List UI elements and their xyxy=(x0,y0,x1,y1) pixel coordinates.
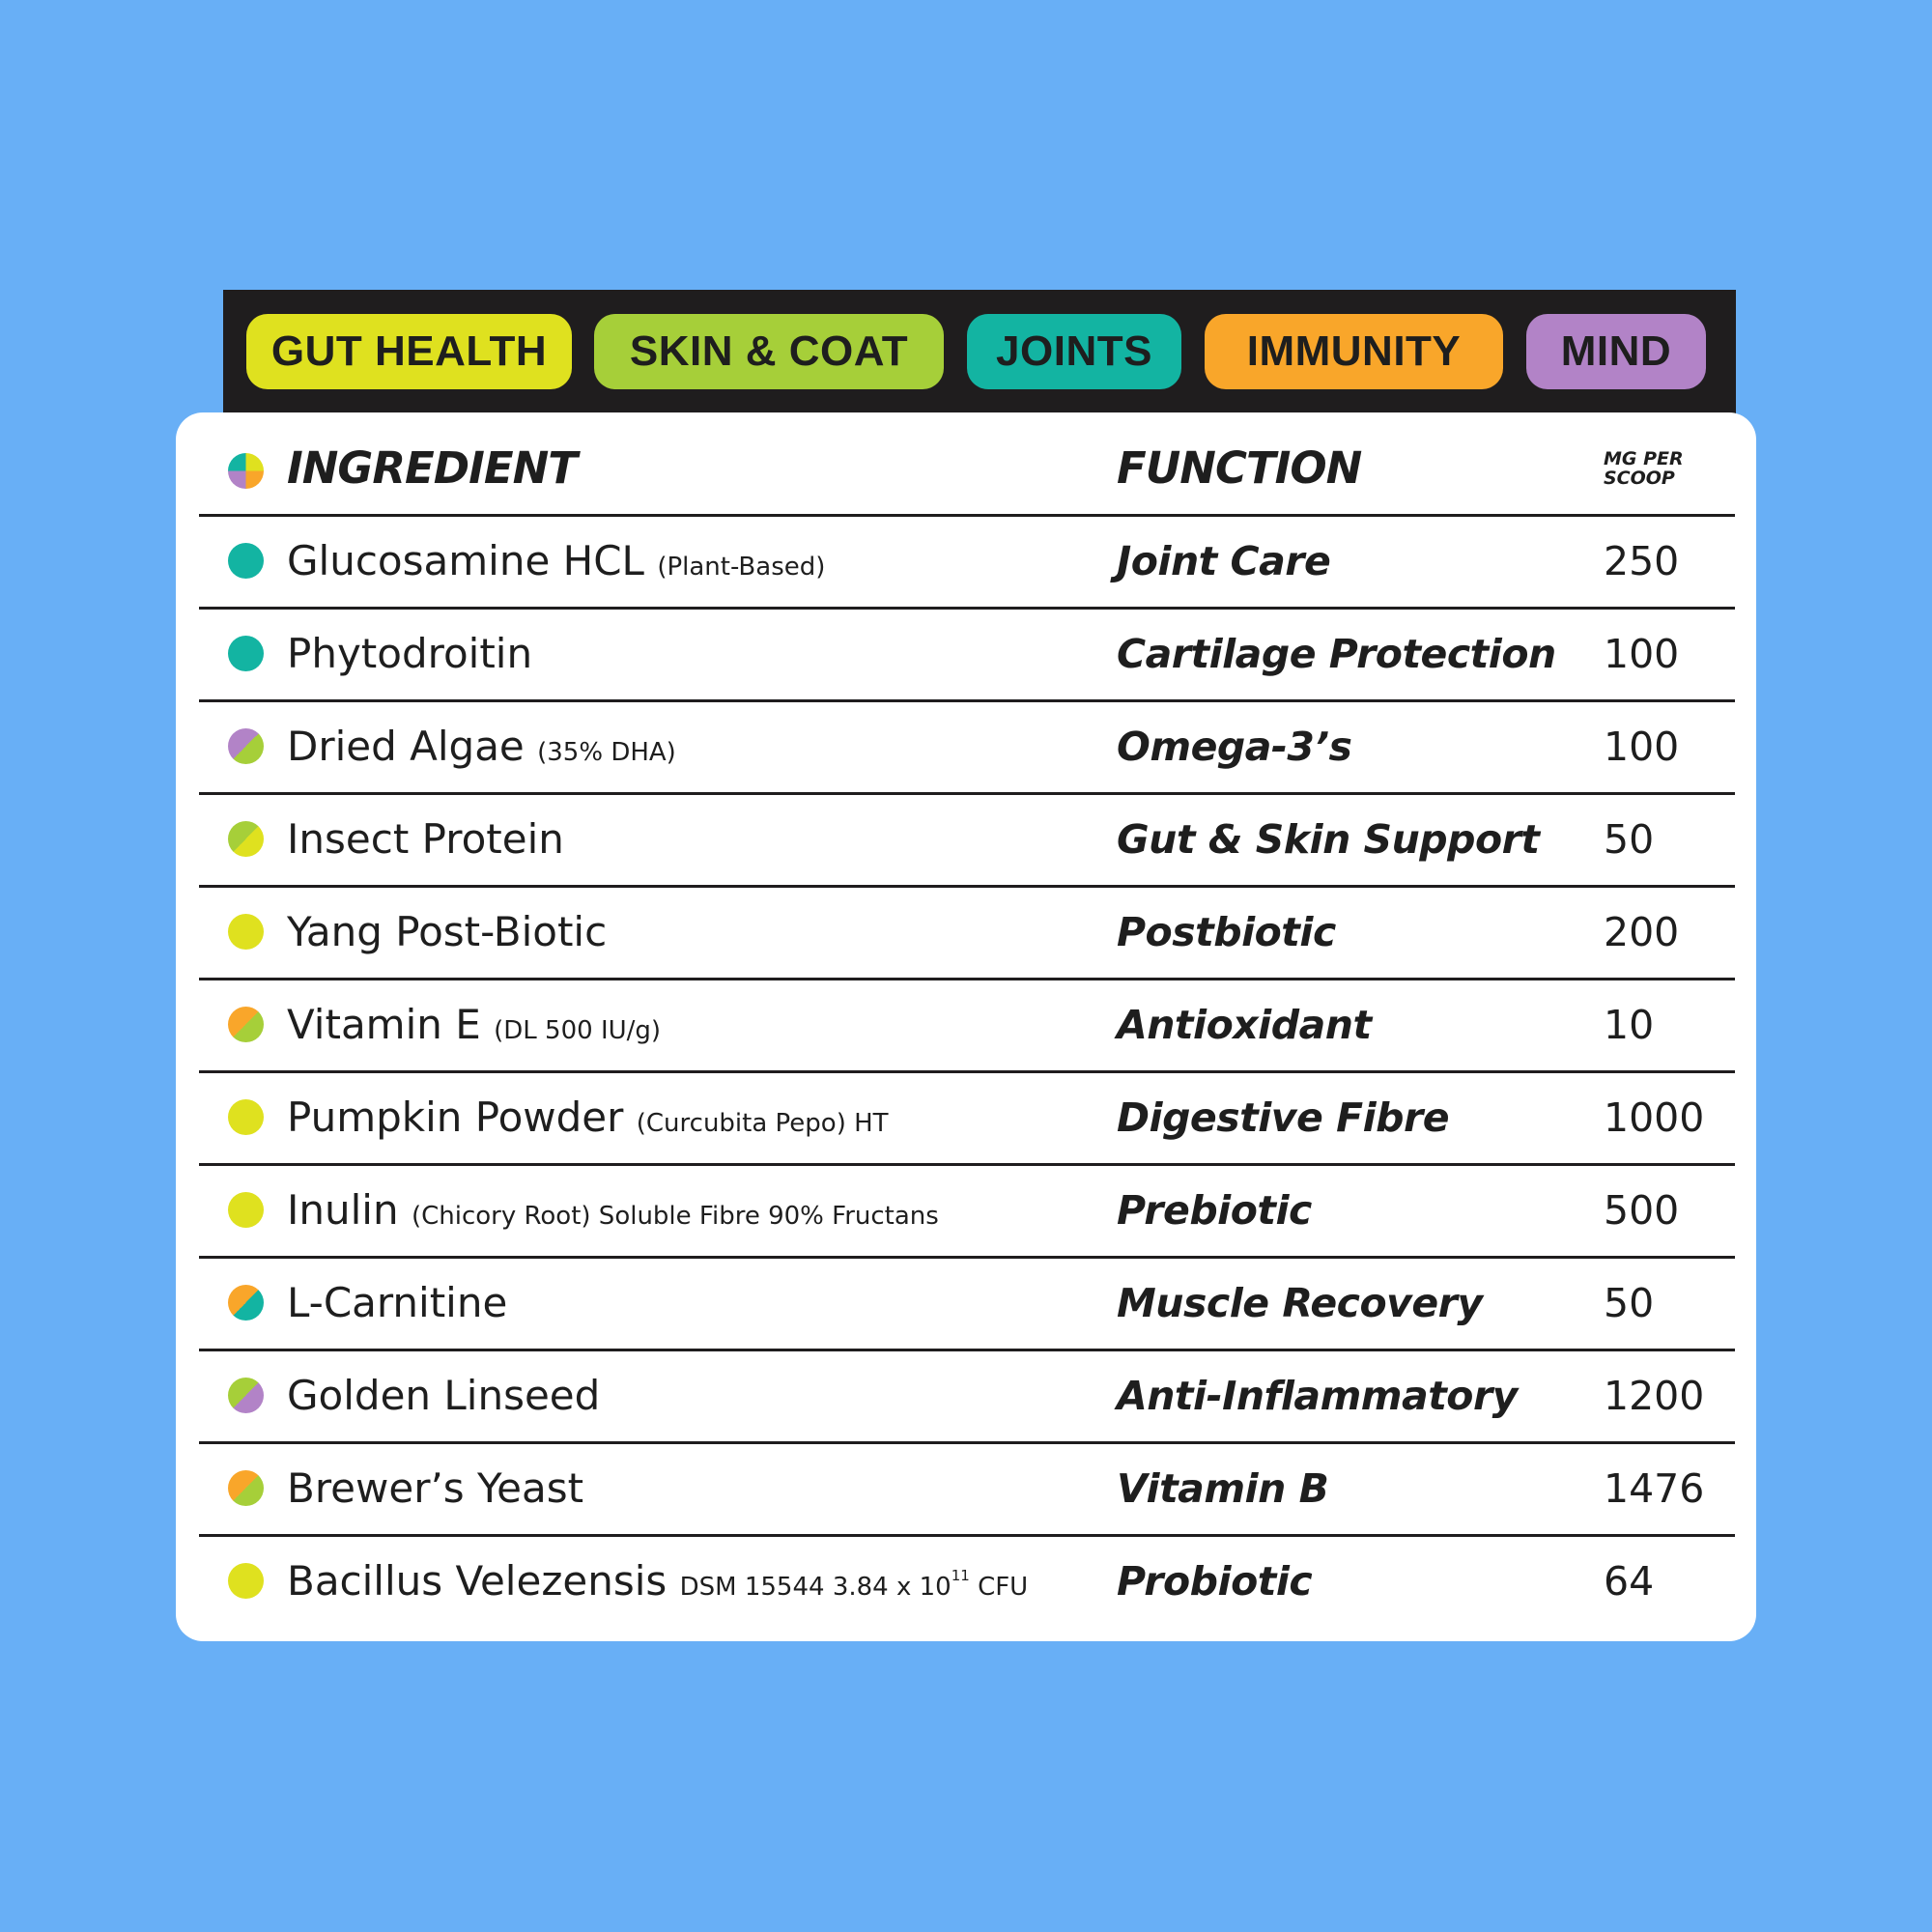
category-dot-icon xyxy=(228,1285,264,1321)
ingredient-cell xyxy=(287,815,564,863)
category-dot-icon xyxy=(228,543,264,579)
mg-cell: 500 xyxy=(1604,1187,1680,1234)
function-cell: Postbiotic xyxy=(1117,909,1336,955)
tab-immunity[interactable]: IMMUNITY xyxy=(1205,314,1503,389)
ingredient-cell xyxy=(287,1464,583,1512)
mg-cell: 250 xyxy=(1604,538,1680,584)
table-row xyxy=(199,1166,1735,1259)
category-dot-icon xyxy=(228,728,264,764)
function-cell: Antioxidant xyxy=(1117,1002,1372,1048)
table-row xyxy=(199,980,1735,1073)
ingredient-cell xyxy=(287,1372,600,1419)
table-row xyxy=(199,888,1735,980)
ingredient-name: Glucosamine HCL xyxy=(287,537,644,584)
function-cell: Prebiotic xyxy=(1117,1187,1312,1234)
category-dot-icon xyxy=(228,1563,264,1599)
ingredient-name: L-Carnitine xyxy=(287,1279,508,1326)
mg-cell: 100 xyxy=(1604,724,1680,770)
mg-cell: 50 xyxy=(1604,816,1655,863)
ingredient-name: Insect Protein xyxy=(287,815,564,863)
table-row xyxy=(199,1259,1735,1351)
category-tab-bar xyxy=(223,290,1736,413)
mg-cell: 10 xyxy=(1604,1002,1655,1048)
ingredient-cell xyxy=(287,537,825,584)
tab-joints[interactable]: JOINTS xyxy=(967,314,1181,389)
ingredient-note: (Plant-Based) xyxy=(657,553,826,582)
mg-cell: 1000 xyxy=(1604,1094,1705,1141)
table-row xyxy=(199,517,1735,610)
function-header: FUNCTION xyxy=(1117,442,1362,494)
ingredient-cell xyxy=(287,1279,507,1326)
ingredient-cell xyxy=(287,1094,889,1141)
ingredient-name: Phytodroitin xyxy=(287,630,533,677)
table-header-row xyxy=(199,412,1735,517)
function-cell: Gut & Skin Support xyxy=(1117,816,1540,863)
ingredient-cell xyxy=(287,630,532,677)
category-dot-icon xyxy=(228,1099,264,1135)
function-cell: Joint Care xyxy=(1117,538,1331,584)
mg-cell: 64 xyxy=(1604,1558,1655,1605)
ingredient-note: DSM 15544 3.84 x 10 xyxy=(679,1573,952,1602)
function-cell: Probiotic xyxy=(1117,1558,1313,1605)
category-dot-icon xyxy=(228,1192,264,1228)
table-row xyxy=(199,795,1735,888)
mg-cell: 1200 xyxy=(1604,1373,1705,1419)
table-row xyxy=(199,1537,1735,1627)
ingredient-cell xyxy=(287,1186,939,1234)
ingredient-name: Golden Linseed xyxy=(287,1372,601,1419)
ingredient-cell xyxy=(287,1557,1028,1605)
tab-mind[interactable]: MIND xyxy=(1526,314,1706,389)
ingredient-note: (Chicory Root) Soluble Fibre 90% Fructans xyxy=(411,1202,939,1231)
tab-skin-and-coat[interactable]: SKIN & COAT xyxy=(594,314,944,389)
function-cell: Muscle Recovery xyxy=(1117,1280,1483,1326)
ingredient-name: Bacillus Velezensis xyxy=(287,1557,668,1605)
ingredient-name: Pumpkin Powder xyxy=(287,1094,624,1141)
ingredient-name: Yang Post-Biotic xyxy=(287,908,608,955)
function-cell: Omega-3’s xyxy=(1117,724,1352,770)
mg-cell: 200 xyxy=(1604,909,1680,955)
mg-header-line2: SCOOP xyxy=(1604,468,1675,489)
mg-cell: 100 xyxy=(1604,631,1680,677)
table-row xyxy=(199,610,1735,702)
mg-cell: 50 xyxy=(1604,1280,1655,1326)
mg-cell: 1476 xyxy=(1604,1465,1705,1512)
category-dot-icon xyxy=(228,821,264,857)
ingredient-note: (Curcubita Pepo) HT xyxy=(636,1109,889,1138)
category-dot-icon xyxy=(228,1470,264,1506)
ingredient-cell xyxy=(287,1001,661,1048)
table-row xyxy=(199,1444,1735,1537)
ingredient-name: Vitamin E xyxy=(287,1001,481,1048)
table-row xyxy=(199,1351,1735,1444)
ingredient-table xyxy=(176,412,1756,1641)
ingredient-name: Brewer’s Yeast xyxy=(287,1464,584,1512)
category-dot-icon xyxy=(228,1378,264,1413)
function-cell: Digestive Fibre xyxy=(1117,1094,1450,1141)
mg-header-line1: MG PER xyxy=(1604,448,1684,469)
table-row xyxy=(199,1073,1735,1166)
category-dot-icon xyxy=(228,1007,264,1042)
category-dot-icon xyxy=(228,914,264,950)
category-dot-icon xyxy=(228,636,264,671)
function-cell: Anti-Inflammatory xyxy=(1117,1373,1518,1419)
tab-gut-health[interactable]: GUT HEALTH xyxy=(246,314,572,389)
function-cell: Cartilage Protection xyxy=(1117,631,1556,677)
ingredient-note-exponent: 11 xyxy=(951,1567,970,1584)
all-categories-icon xyxy=(228,453,264,489)
ingredient-note: (DL 500 IU/g) xyxy=(494,1016,662,1045)
table-row xyxy=(199,702,1735,795)
ingredient-cell xyxy=(287,908,607,955)
ingredient-note-unit: CFU xyxy=(969,1573,1029,1602)
ingredient-name: Dried Algae xyxy=(287,723,525,770)
ingredient-note: (35% DHA) xyxy=(537,738,676,767)
mg-per-scoop-header xyxy=(1604,449,1719,488)
ingredient-cell xyxy=(287,723,676,770)
function-cell: Vitamin B xyxy=(1117,1465,1329,1512)
ingredient-header: INGREDIENT xyxy=(287,442,577,494)
ingredient-name: Inulin xyxy=(287,1186,399,1234)
